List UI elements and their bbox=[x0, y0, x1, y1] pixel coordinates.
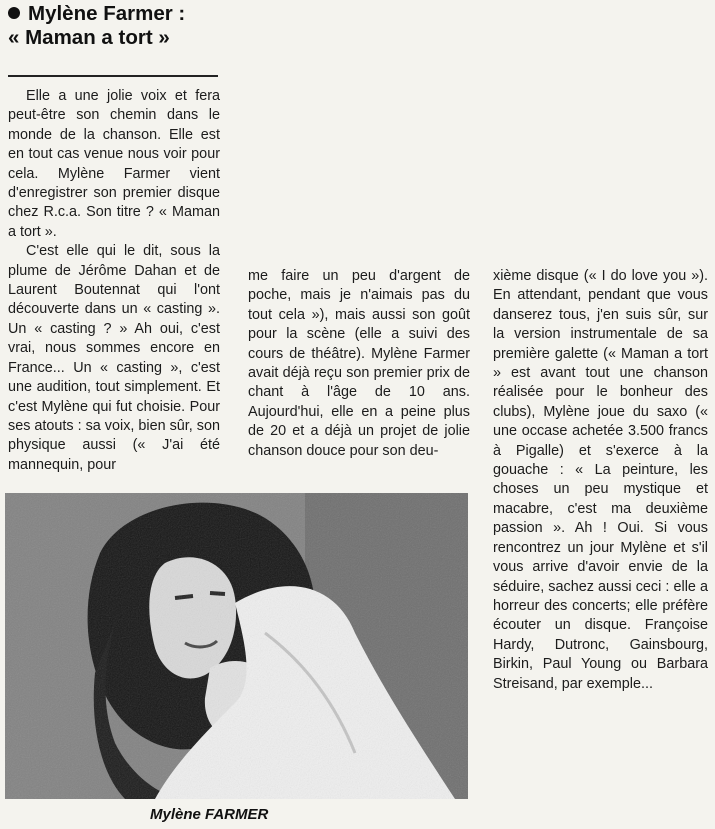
photo-caption: Mylène FARMER bbox=[150, 806, 269, 823]
article-headline bbox=[8, 2, 223, 50]
headline-rule bbox=[8, 75, 218, 77]
headline-line-1 bbox=[8, 2, 223, 26]
portrait-image bbox=[5, 493, 468, 799]
article-column-2 bbox=[248, 267, 470, 461]
article-column-3 bbox=[493, 267, 708, 694]
bullet-icon bbox=[8, 7, 20, 19]
article-column-1 bbox=[8, 87, 220, 475]
headline-title: Mylène Farmer : bbox=[28, 2, 186, 25]
paragraph-continued-3: xième disque (« I do love you »). En attendant, pendant que vous danserez tous, j'en suis sûr, sur la version instrumentale de sa première galette (« Maman a tort » est avant tout une chanson réalisée pour le bonheur des clubs), Mylène joue du saxo (« une occase achetée 3.500 francs à Pigalle) et s'exerce à la gouache : « La peinture, les choses un peu mystique et macabre, c'est ma deuxième passion ». Ah ! Oui. Si vous rencontrez un jour Mylène et s'il vous arrive d'avoir envie de la séduire, sachez aussi ceci : elle a horreur des concerts; elle préfère écouter un disque. Françoise Hardy, Dutronc, Gainsbourg, Birkin, Paul Young ou Barbara Streisand, par exemple... bbox=[493, 268, 708, 692]
paragraph-2: C'est elle qui le dit, sous la plume de Jérôme Dahan et de Laurent Boutennat qui l'ont découverte dans un « casting ». Un « casting ? » Ah oui, c'est vrai, nous sommes encore en France... Un « casting », c'est une audition, tout simplement. Et c'est Mylène qui fut choisie. Pour ses atouts : sa voix, bien sûr, son physique aussi (« J'ai été mannequin, pour bbox=[8, 243, 220, 473]
paragraph-continued-2: me faire un peu d'argent de poche, mais je n'aimais pas du tout cela »), mais aussi son goût pour la scène (elle a suivi des cours de théâtre). Mylène Farmer avait déjà reçu son premier prix de chant à l'âge de 10 ans. Aujourd'hui, elle en a peine plus de 20 et a déjà un projet de jolie chanson douce pour son deu- bbox=[248, 268, 470, 459]
portrait-photo bbox=[5, 493, 468, 799]
paragraph-1: Elle a une jolie voix et fera peut-être son chemin dans le monde de la chanson. Elle est en tout cas venue nous voir pour cela. Mylène Farmer vient d'enregistrer son premier disque chez R.c.a. Son titre ? « Maman a tort ». bbox=[8, 88, 220, 240]
headline-line-2: « Maman a tort » bbox=[8, 26, 170, 49]
